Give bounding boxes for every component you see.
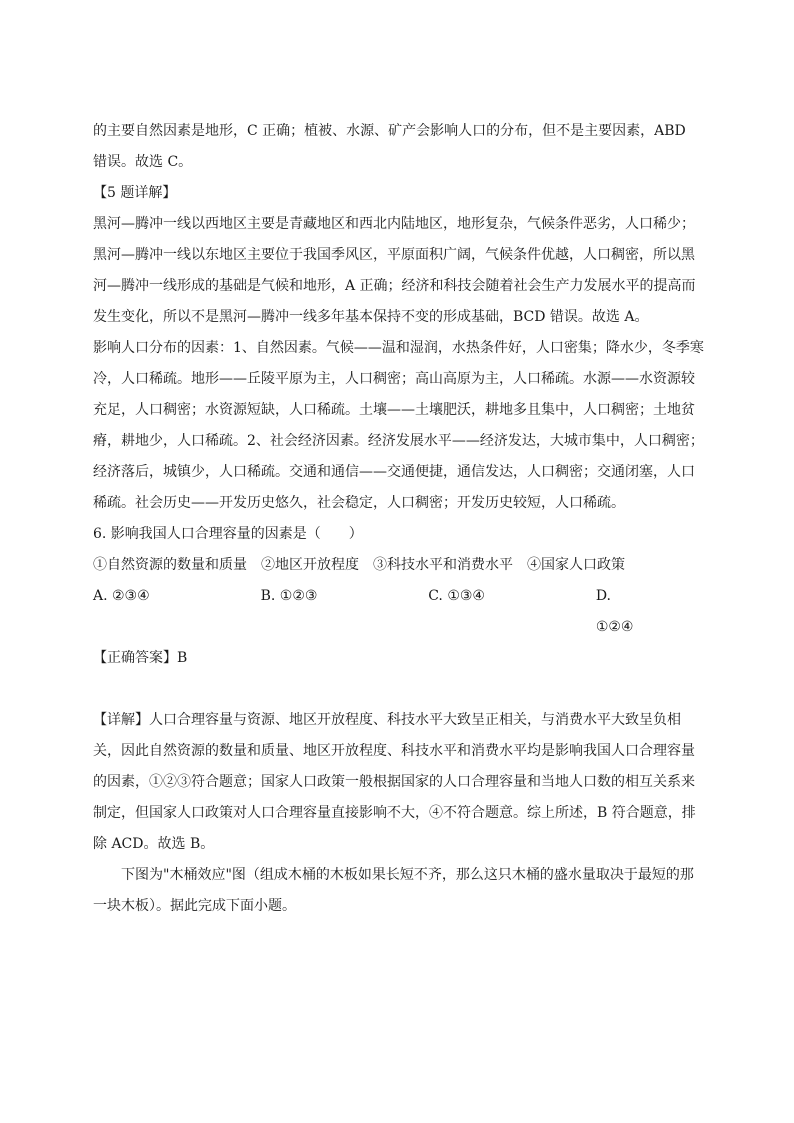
option-d: D. ①②④: [595, 588, 634, 635]
answer-options: [93, 581, 653, 643]
document-body: [93, 116, 705, 922]
text-line: 的主要自然因素是地形，C 正确；植被、水源、矿产会影响人口的分布，但不是主要因素，ABD: [93, 123, 686, 139]
correct-answer: 【正确答案】B: [93, 650, 188, 666]
text-line: 错误。故选 C。: [93, 154, 193, 170]
option-a: A. ②③④: [93, 588, 150, 604]
question-stem: 6. 影响我国人口合理容量的因素是（ ）: [93, 526, 363, 542]
option-b: B. ①②③: [260, 588, 318, 604]
answer-explanation: 【详解】人口合理容量与资源、地区开放程度、科技水平大致呈正相关，与消费水平大致呈负相关，因此自然资源的数量和质量、地区开放程度、科技水平和消费水平均是影响我国人口合理容量的因素，①②③符合题意；国家人口政策一般根据国家的人口合理容量和当地人口数的相互关系来制定，但国家人口政策对人口合理容量直接影响不大，④不符合题意。综上所述，B 符合题意，排除 ACD。故选 B。: [93, 712, 696, 852]
option-c: C. ①③④: [428, 588, 485, 604]
question-items: ①自然资源的数量和质量 ②地区开放程度 ③科技水平和消费水平 ④国家人口政策: [93, 557, 625, 573]
next-question-intro: 下图为"木桶效应"图（组成木桶的木板如果长短不齐，那么这只木桶的盛水量取决于最短的那一块木板）。据此完成下面小题。: [93, 867, 694, 914]
section-heading: 【5 题详解】: [93, 185, 177, 201]
spacer: [93, 674, 705, 705]
paragraph: 黑河—腾冲一线以西地区主要是青藏地区和西北内陆地区，地形复杂，气候条件恶劣，人口稀少；黑河—腾冲一线以东地区主要位于我国季风区，平原面积广阔，气候条件优越，人口稠密，所以黑河—腾冲一线形成的基础是气候和地形，A 正确；经济和科技会随着社会生产力发展水平的提高而发生变化，所以不是黑河—腾冲一线多年基本保持不变的形成基础，BCD 错误。故选 A。: [93, 216, 696, 325]
paragraph: 影响人口分布的因素：1、自然因素。气候——温和湿润，水热条件好，人口密集；降水少，冬季寒冷，人口稀疏。地形——丘陵平原为主，人口稠密；高山高原为主，人口稀疏。水源——水资源较充足，人口稠密；水资源短缺，人口稀疏。土壤——土壤肥沃，耕地多且集中，人口稠密；土地贫瘠，耕地少，人口稀疏。2、社会经济因素。经济发展水平——经济发达，大城市集中，人口稠密；经济落后，城镇少，人口稀疏。交通和通信——交通便捷，通信发达，人口稠密；交通闭塞，人口稀疏。社会历史——开发历史悠久，社会稳定，人口稠密；开发历史较短，人口稀疏。: [93, 340, 704, 511]
